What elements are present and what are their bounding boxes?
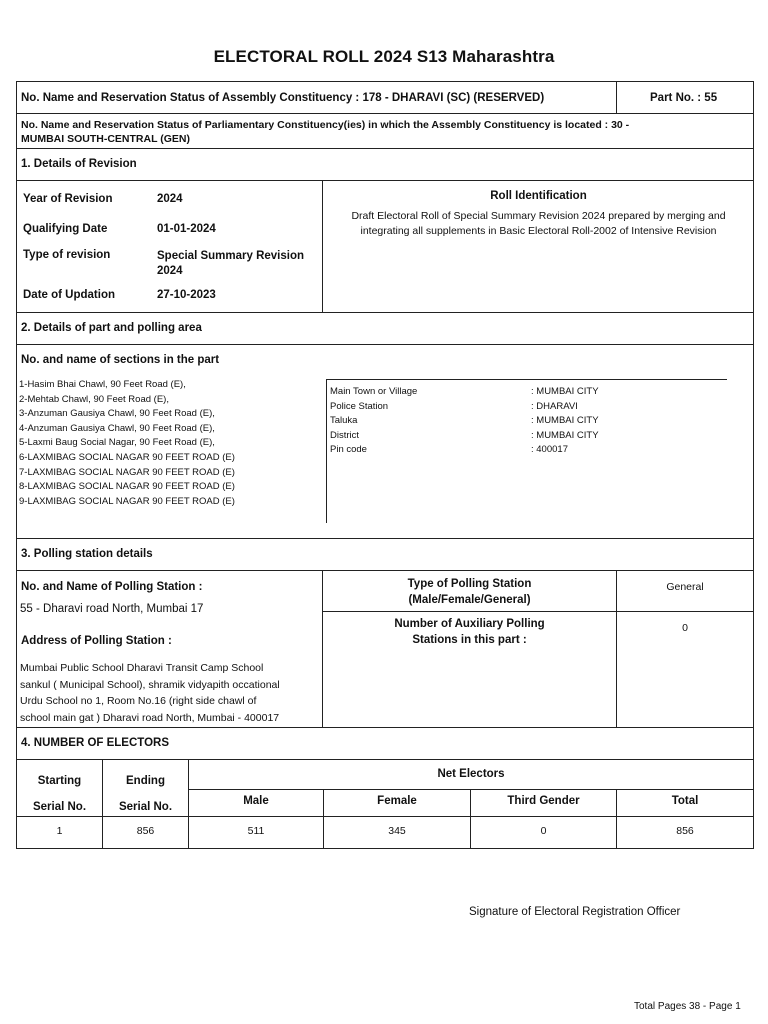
section-heading-part-area: 2. Details of part and polling area [21, 322, 202, 334]
rule [616, 570, 617, 727]
parliamentary-line: No. Name and Reservation Status of Parliamentary Constituency(ies) in which the Assembly Constituency is located : 30 - [21, 119, 630, 131]
detail-value: : 400017 [531, 444, 568, 456]
section-heading-electors: 4. NUMBER OF ELECTORS [21, 737, 170, 749]
parliamentary-constituency [21, 118, 746, 146]
ending-serial-header [103, 768, 188, 820]
total-header: Total [671, 795, 699, 807]
ending-serial-header-line: Ending [126, 775, 165, 787]
address-line: sankul ( Municipal School), shramik vidyapith occational [20, 678, 280, 691]
rule [616, 81, 617, 113]
part-number: Part No. : 55 [650, 92, 718, 104]
starting-serial-header-line: Serial No. [32, 801, 87, 813]
footer-prefix: Total Pages 38 - Page [634, 1001, 736, 1012]
detail-value: : MUMBAI CITY [531, 415, 599, 427]
rule [16, 344, 754, 345]
detail-value: : MUMBAI CITY [531, 386, 599, 397]
detail-value: : DHARAVI [531, 400, 578, 412]
section-heading-polling: 3. Polling station details [21, 548, 153, 560]
section-item: 2-Mehtab Chawl, 90 Feet Road (E), [19, 393, 169, 405]
sections-list [19, 378, 235, 509]
rule [16, 538, 754, 539]
polling-type-value: General [666, 581, 704, 593]
parliamentary-line: MUMBAI SOUTH-CENTRAL (GEN) [21, 133, 190, 145]
revision-value: 2024 [157, 193, 183, 205]
auxiliary-label-line: Number of Auxiliary Polling [394, 618, 545, 630]
revision-value-line: Special Summary Revision [157, 250, 305, 262]
revision-label: Date of Updation [23, 289, 115, 301]
section-item: 8-LAXMIBAG SOCIAL NAGAR 90 FEET ROAD (E) [19, 481, 235, 493]
rule [16, 759, 754, 760]
auxiliary-stations-label [323, 616, 616, 648]
roll-identification-line: Draft Electoral Roll of Special Summary Revision 2024 prepared by merging and [351, 210, 726, 222]
male-value: 511 [247, 825, 265, 837]
section-heading-revision: 1. Details of Revision [21, 158, 137, 170]
rule [16, 148, 754, 149]
area-details-values [531, 385, 599, 458]
roll-identification-heading: Roll Identification [490, 190, 587, 202]
section-item: 4-Anzuman Gausiya Chawl, 90 Feet Road (E), [19, 422, 215, 434]
revision-label: Year of Revision [23, 193, 113, 205]
starting-serial-header [17, 768, 102, 820]
revision-value-line: 2024 [157, 265, 183, 277]
signature-label: Signature of Electoral Registration Officer [469, 906, 681, 918]
detail-value: : MUMBAI CITY [531, 429, 599, 441]
rule [326, 379, 727, 380]
female-header: Female [377, 795, 417, 807]
section-item: 7-LAXMIBAG SOCIAL NAGAR 90 FEET ROAD (E) [19, 466, 235, 478]
rule [16, 113, 754, 114]
third-gender-value: 0 [540, 825, 547, 837]
revision-label: Type of revision [23, 249, 111, 261]
revision-value: 27-10-2023 [157, 289, 216, 301]
auxiliary-stations-value: 0 [682, 622, 688, 634]
rule [16, 81, 754, 82]
roll-identification-line: integrating all supplements in Basic Electoral Roll-2002 of Intensive Revision [360, 225, 717, 237]
page-footer [634, 1001, 741, 1012]
revision-value: 01-01-2024 [157, 223, 216, 235]
assembly-constituency: No. Name and Reservation Status of Assembly Constituency : 178 - DHARAVI (SC) (RESERVED) [21, 92, 545, 104]
rule [323, 611, 754, 612]
detail-label: Pin code [330, 444, 367, 456]
section-item: 9-LAXMIBAG SOCIAL NAGAR 90 FEET ROAD (E) [19, 495, 235, 507]
rule [188, 789, 754, 790]
polling-address [20, 660, 280, 726]
section-item: 3-Anzuman Gausiya Chawl, 90 Feet Road (E), [19, 408, 215, 420]
revision-label: Qualifying Date [23, 223, 108, 235]
total-value: 856 [676, 825, 694, 837]
rule [326, 379, 327, 523]
detail-label: Police Station [330, 400, 389, 412]
polling-type-label-line: (Male/Female/General) [408, 594, 531, 606]
polling-station-label: No. and Name of Polling Station : [21, 581, 203, 593]
net-electors-header: Net Electors [437, 768, 505, 780]
auxiliary-label-line: Stations in this part : [412, 634, 527, 646]
section-item: 6-LAXMIBAG SOCIAL NAGAR 90 FEET ROAD (E) [19, 451, 235, 463]
polling-address-label: Address of Polling Station : [21, 635, 172, 647]
address-line: school main gat ) Dharavi road North, Mumbai - 400017 [20, 711, 280, 724]
third-gender-header: Third Gender [507, 795, 580, 807]
section-item: 1-Hasim Bhai Chawl, 90 Feet Road (E), [19, 379, 186, 390]
male-header: Male [243, 795, 269, 807]
detail-label: Main Town or Village [330, 386, 418, 397]
footer-page-number: 1 [735, 1001, 741, 1012]
document-title: ELECTORAL ROLL 2024 S13 Maharashtra [213, 47, 555, 66]
frame-left-border [16, 81, 17, 848]
polling-station-value: 55 - Dharavi road North, Mumbai 17 [20, 603, 204, 615]
ending-serial-value: 856 [136, 825, 155, 837]
starting-serial-value: 1 [56, 825, 63, 837]
ending-serial-header-line: Serial No. [118, 801, 173, 813]
polling-type-label-line: Type of Polling Station [407, 578, 532, 590]
starting-serial-header-line: Starting [37, 775, 82, 787]
address-line: Urdu School no 1, Room No.16 (right side chawl of [20, 695, 257, 707]
polling-type-label [323, 576, 616, 608]
sections-heading: No. and name of sections in the part [21, 354, 220, 366]
area-details [330, 385, 417, 458]
revision-value [157, 249, 304, 279]
rule [16, 180, 754, 181]
detail-label: Taluka [330, 415, 358, 427]
rule [16, 570, 754, 571]
section-item: 5-Laxmi Baug Social Nagar, 90 Feet Road (E), [19, 437, 215, 449]
address-line: Mumbai Public School Dharavi Transit Camp School [20, 662, 264, 674]
detail-label: District [330, 429, 360, 441]
roll-identification-text [323, 209, 754, 239]
rule [16, 312, 754, 313]
rule [16, 727, 754, 728]
rule [16, 848, 754, 849]
female-value: 345 [388, 825, 406, 837]
